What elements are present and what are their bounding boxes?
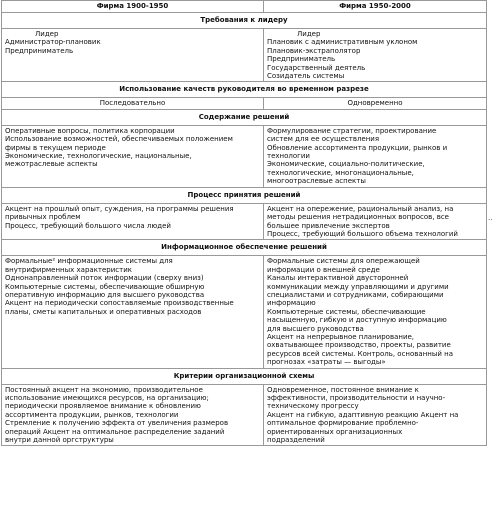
section-title-leader-requirements: Требования к лидеру — [2, 13, 487, 29]
text-line: Использование возможностей, обеспечиваемых положением — [5, 135, 233, 144]
text-line: Одновременно — [347, 99, 403, 108]
cell-left-leader-requirements — [2, 29, 264, 82]
section-title-decision-process: Процесс принятия решений — [2, 187, 487, 203]
text-line: ресурсов всей системы. Контроль, основанный на — [267, 349, 454, 358]
text-line: Акцент на гибкую, адаптивную реакцию Акцент на — [267, 410, 459, 419]
section-title-org-criteria: Критерии организационной схемы — [2, 368, 487, 384]
section-title-row — [2, 368, 487, 384]
text-line: Акцент на опережение, рациональный анализ, на — [267, 204, 454, 213]
section-title-row — [2, 109, 487, 125]
text-line: использование имеющихся ресурсов, на организацию; — [5, 394, 209, 402]
section-title-row — [2, 240, 487, 256]
text-line: Последовательно — [99, 99, 166, 108]
cell-right-information-support — [264, 256, 487, 368]
text-line: многоотраслевые аспекты — [267, 177, 366, 186]
text-line: прогнозах «затраты — выгоды» — [267, 358, 386, 367]
cell-left-decision-content — [2, 125, 264, 187]
margin-mark: . — [488, 214, 491, 222]
text-line: Акцент на непрерывное планирование, — [267, 332, 415, 341]
text-line: Созидатель системы — [267, 72, 345, 81]
cell-left-org-criteria — [2, 384, 264, 446]
section-content-row — [2, 29, 487, 82]
text-line: большее привлечение экспертов — [267, 221, 390, 230]
section-title-time-usage: Использование качеств руководителя во временном разрезе — [2, 82, 487, 98]
text-line: планы, сметы капитальных и оперативных расходов — [5, 307, 202, 316]
text-line: методы решения нетрадиционных вопросов, все — [267, 213, 449, 222]
text-line: Акцент на периодически сопоставляемые производственные — [5, 299, 234, 308]
text-line: насыщенную, гибкую и доступную информацию — [267, 316, 447, 325]
section-content-row — [2, 384, 487, 446]
text-line: Процесс, требующий большого объема технологий — [267, 229, 458, 238]
section-title-row — [2, 82, 487, 98]
section-title-information-support: Информационное обеспечение решений — [2, 240, 487, 256]
text-line: Каналы интерактивной двусторонней — [267, 274, 409, 283]
section-title-row — [2, 13, 487, 29]
header-col-1950-2000: Фирма 1950-2000 — [264, 1, 487, 13]
text-line: охватывающее производство, проекты, развитие — [267, 341, 451, 350]
section-content-row — [2, 203, 487, 240]
text-line: ассортимента продукции, рынков, технологии — [5, 410, 179, 419]
text-line: Лидер — [35, 30, 59, 38]
text-line: Компьютерные системы, обеспечивающие — [267, 307, 426, 316]
text-line: оптимальное формирование проблемно- — [267, 419, 419, 428]
text-line: привычных проблем — [5, 213, 81, 222]
text-line: для высшего руководства — [267, 324, 364, 333]
text-line: Акцент на прошлый опыт, суждения, на программы решения — [5, 204, 234, 213]
section-content-row — [2, 256, 487, 368]
text-line: Формальные системы для опережающей — [267, 257, 420, 266]
text-line: информации о внешней среде — [267, 265, 380, 274]
comparison-table — [1, 0, 487, 446]
text-line: специалистами и сотрудниками, собирающими — [267, 290, 444, 299]
header-row — [2, 1, 487, 13]
cell-right-decision-content — [264, 125, 487, 187]
section-content-row — [2, 125, 487, 187]
text-line: систем для ее осуществления — [267, 135, 380, 144]
text-line: Экономические, социально-политические, — [267, 160, 425, 169]
text-line: Администратор-плановик — [5, 38, 101, 47]
text-line: Государственный деятель — [267, 63, 366, 72]
section-content-row — [2, 98, 487, 109]
text-line: Лидер — [297, 30, 321, 38]
text-line: ориентированных организационных — [267, 427, 403, 436]
text-line: Формулирование стратегии, проектирование — [267, 126, 437, 135]
cell-left-time-usage — [2, 98, 264, 109]
text-line: Обновление ассортимента продукции, рынков и — [267, 143, 448, 152]
text-line: Предприниматель — [267, 55, 336, 64]
cell-left-decision-process — [2, 203, 264, 240]
text-line: Экономические, технологические, национальные, — [5, 152, 192, 161]
text-line: Предприниматель — [5, 46, 74, 55]
text-line: межотраслевые аспекты — [5, 160, 98, 169]
text-line: Процесс, требующий большого числа людей — [5, 221, 171, 230]
text-line: Компьютерные системы, обеспечивающие обширную — [5, 282, 205, 291]
section-title-decision-content: Содержание решений — [2, 109, 487, 125]
cell-right-org-criteria — [264, 384, 487, 446]
text-line: оперативную информацию для высшего руководства — [5, 290, 205, 299]
cell-left-information-support — [2, 256, 264, 368]
text-line: подразделений — [267, 436, 325, 445]
text-line: технологические, многонациональные, — [267, 168, 414, 177]
text-line: Плановик-экстраполятор — [267, 46, 361, 55]
text-line: Стремление к получению эффекта от увеличения размеров — [5, 419, 229, 428]
text-line: коммуникации между управляющими и другими — [267, 282, 449, 291]
text-line: Однонаправленный поток информации (сверху вниз) — [5, 274, 204, 283]
cell-right-leader-requirements — [264, 29, 487, 82]
text-line: Плановик с административным уклоном — [267, 38, 418, 47]
text-line: Постоянный акцент на экономию, производительное — [5, 385, 203, 394]
text-line: технологии — [267, 152, 310, 161]
text-line: фирмы в текущем периоде — [5, 143, 106, 152]
cell-right-time-usage — [264, 98, 487, 109]
text-line: периодически проявляемое внимание к обновлению — [5, 402, 201, 411]
text-line: эффективности, производительности и научно- — [267, 394, 446, 402]
text-line: операций Акцент на оптимальное распределение заданий — [5, 427, 225, 436]
text-line: информацию — [267, 299, 316, 308]
cell-right-decision-process — [264, 203, 487, 240]
header-col-1900-1950: Фирма 1900-1950 — [2, 1, 264, 13]
text-line: внутрифирменных характеристик — [5, 265, 133, 274]
section-title-row — [2, 187, 487, 203]
text-line: Оперативные вопросы, политика корпорации — [5, 126, 175, 135]
text-line: внутри данной оргструктуры — [5, 436, 114, 445]
text-line: техническому прогрессу — [267, 402, 359, 411]
text-line: Формальные² информационные системы для — [5, 257, 173, 266]
text-line: Одновременное, постоянное внимание к — [267, 385, 419, 394]
